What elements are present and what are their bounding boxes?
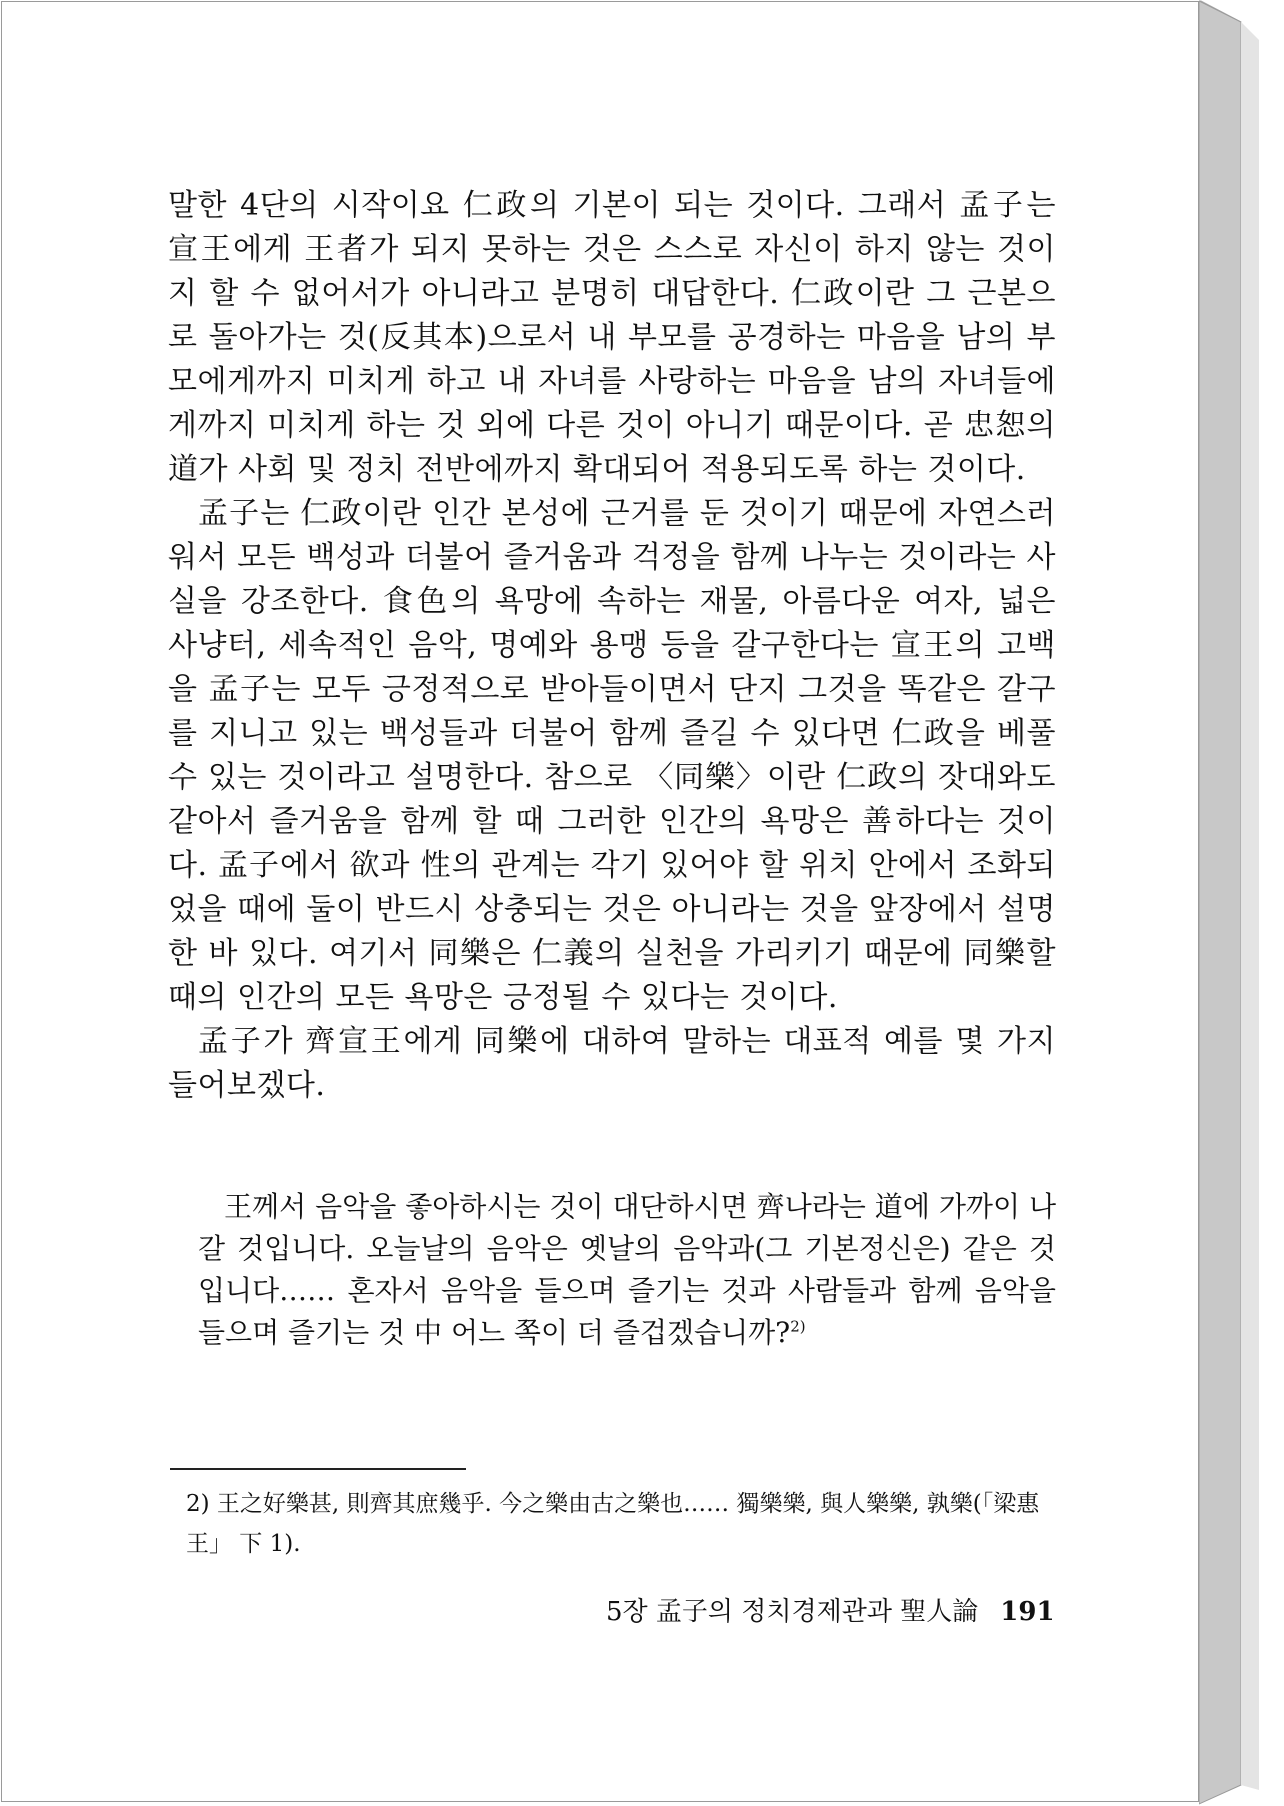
main-text [168, 184, 1056, 1108]
footnote-divider [170, 1468, 466, 1470]
running-footer [606, 1592, 1055, 1632]
paragraph-1: 말한 4단의 시작이요 仁政의 기본이 되는 것이다. 그래서 孟子는 宣王에게 王者가 되지 못하는 것은 스스로 자신이 하지 않는 것이지 할 수 없어서가 아니라고 분명히 대답한다. 仁政이란 그 근본으로 돌아가는 것(反其本)으로서 내 부모를 공경하는 마음을 남의 부모에게까지 미치게 하고 내 자녀를 사랑하는 마음을 남의 자녀들에게까지 미치게 하는 것 외에 다른 것이 아니기 때문이다. 곧 忠恕의 道가 사회 및 정치 전반에까지 확대되어 적용되도록 하는 것이다. [168, 188, 1056, 487]
footnote: 2) 王之好樂甚, 則齊其庶幾乎. 今之樂由古之樂也…… 獨樂樂, 與人樂樂, 孰樂(「梁惠王」 下 1). [186, 1491, 1040, 1557]
running-title: 5장 孟子의 정치경제관과 聖人論 [606, 1597, 979, 1627]
block-quote [198, 1186, 1056, 1354]
page-number: 191 [1000, 1597, 1055, 1627]
paragraph-2: 孟子는 仁政이란 인간 본성에 근거를 둔 것이기 때문에 자연스러워서 모든 백성과 더불어 즐거움과 걱정을 함께 나누는 것이라는 사실을 강조한다. 食色의 욕망에 속하는 재물, 아름다운 여자, 넓은 사냥터, 세속적인 음악, 명예와 용맹 등을 갈구한다는 宣王의 고백을 孟子는 모두 긍정적으로 받아들이면서 단지 그것을 똑같은 갈구를 지니고 있는 백성들과 더불어 함께 즐길 수 있다면 仁政을 베풀수 있는 것이라고 설명한다. 참으로 〈同樂〉이란 仁政의 잣대와도 같아서 즐거움을 함께 할 때 그러한 인간의 욕망은 善하다는 것이다. 孟子에서 欲과 性의 관계는 각기 있어야 할 위치 안에서 조화되었을 때에 둘이 반드시 상충되는 것은 아니라는 것을 앞장에서 설명한 바 있다. 여기서 同樂은 仁義의 실천을 가리키기 때문에 同樂할 때의 인간의 모든 욕망은 긍정될 수 있다는 것이다. [168, 496, 1056, 1015]
spine-face [1199, 1, 1241, 1804]
paragraph-3: 孟子가 齊宣王에게 同樂에 대하여 말하는 대표적 예를 몇 가지 들어보겠다. [168, 1024, 1056, 1103]
quote-text: 王께서 음악을 좋아하시는 것이 대단하시면 齊나라는 道에 가까이 나갈 것입니다. 오늘날의 음악은 옛날의 음악과(그 기본정신은) 같은 것입니다…… 혼자서 음악을 들으며 즐기는 것과 사람들과 함께 음악을 들으며 즐기는 것 中 어느 쪽이 더 즐겁겠습니까? [198, 1190, 1056, 1349]
spine-shadow [1241, 22, 1259, 1790]
book-spine [1199, 0, 1269, 1806]
footnote-reference: 2) [790, 1317, 806, 1336]
